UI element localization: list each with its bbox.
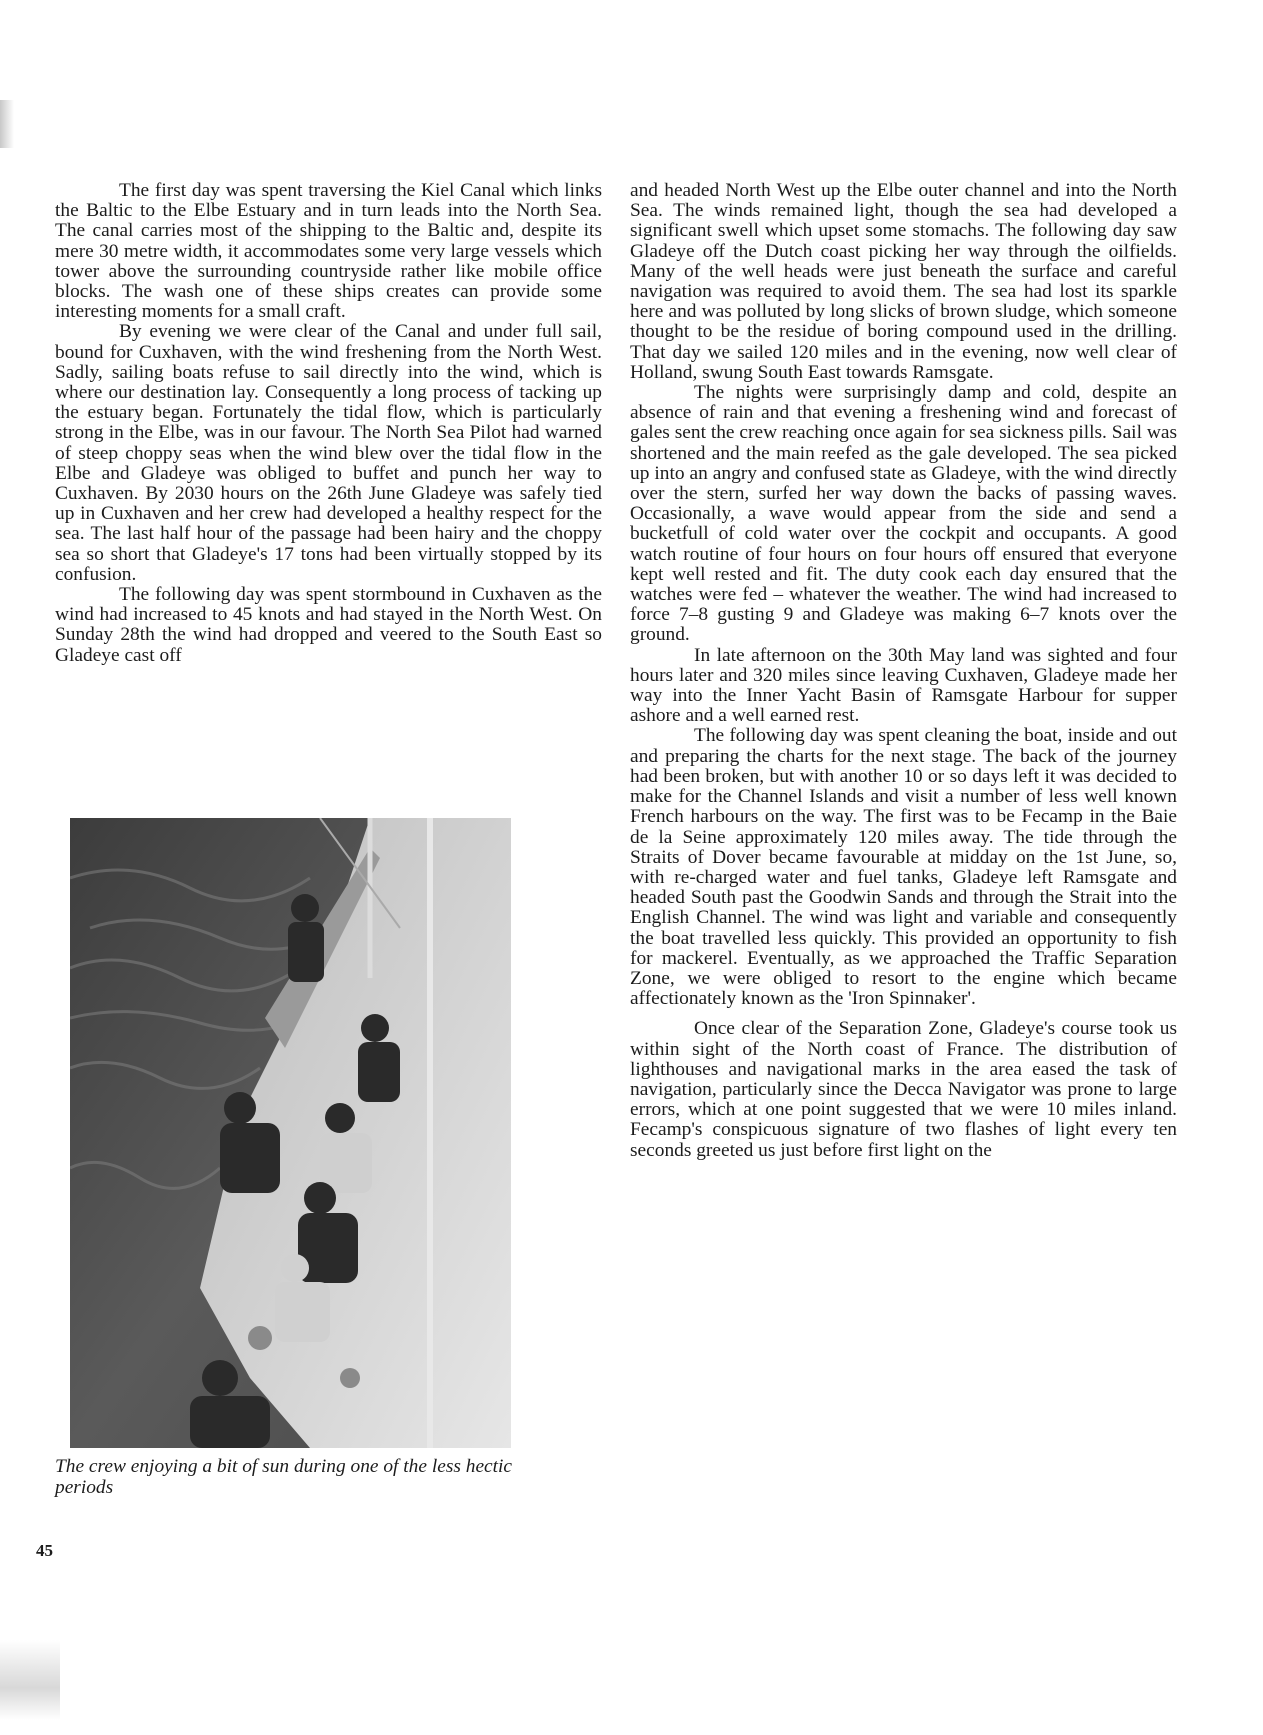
- paragraph: Once clear of the Separation Zone, Gladeye's course took us within sight of the North coast of France. The distribution of lighthouses and navigational marks in the area eased the task of navigation, particularly since the Decca Navigator was prone to large errors, which at one point suggested that we were 10 miles inland. Fecamp's conspicuous signature of two flashes of light every ten seconds greeted us just before first light on the: [630, 1018, 1177, 1161]
- paragraph: By evening we were clear of the Canal and under full sail, bound for Cuxhaven, with the wind freshening from the North West. Sadly, sailing boats refuse to sail directly into the wind, which is where our destination lay. Consequently a long process of tacking up the estuary began. Fortunately the tidal flow, which is particularly strong in the Elbe, was in our favour. The North Sea Pilot had warned of steep choppy seas when the wind blew over the tidal flow in the Elbe and Gladeye was obliged to buffet and punch her way to Cuxhaven. By 2030 hours on the 26th June Gladeye was safely tied up in Cuxhaven and her crew had developed a healthy respect for the sea. The last half hour of the passage had been hairy and the choppy sea so short that Gladeye's 17 tons had been virtually stopped by its confusion.: [55, 321, 602, 585]
- paragraph: and headed North West up the Elbe outer channel and into the North Sea. The winds remained light, though the sea had developed a significant swell which upset some stomachs. The following day saw Gladeye off the Dutch coast picking her way through the oilfields. Many of the well heads were just beneath the surface and careful navigation was required to avoid them. The sea had lost its sparkle here and was polluted by long slicks of brown sludge, which someone thought to be the residue of boring compound used in the drilling. That day we sailed 120 miles and in the evening, now well clear of Holland, swung South East towards Ramsgate.: [630, 180, 1177, 383]
- right-text-column: [630, 181, 1177, 1161]
- crew-photo: [70, 818, 511, 1448]
- paragraph: The following day was spent stormbound in Cuxhaven as the wind had increased to 45 knots and had stayed in the North West. On Sunday 28th the wind had dropped and veered to the South East so Gladeye cast off: [55, 584, 602, 666]
- paragraph: The nights were surprisingly damp and cold, despite an absence of rain and that evening a freshening wind and forecast of gales sent the crew reaching once again for sea sickness pills. Sail was shortened and the main reefed as the gale developed. The sea picked up into an angry and confused state as Gladeye, with the wind directly over the stern, surfed her way down the backs of passing waves. Occasionally, a wave would appear from the side and send a bucketfull of cold water over the cockpit and occupants. A good watch routine of four hours on four hours off ensured that everyone kept well rested and fit. The duty cook each day ensured that the watches were fed – whatever the weather. The wind had increased to force 7–8 gusting 9 and Gladeye was making 6–7 knots over the ground.: [630, 382, 1177, 646]
- scan-edge-shadow-top: [0, 100, 14, 148]
- page-number: 45: [36, 1541, 53, 1560]
- left-text-column: [55, 181, 602, 666]
- scan-edge-shadow-bottom: [0, 1640, 60, 1720]
- paragraph: In late afternoon on the 30th May land was sighted and four hours later and 320 miles since leaving Cuxhaven, Gladeye made her way into the Inner Yacht Basin of Ramsgate Harbour for supper ashore and a well earned rest.: [630, 644, 1177, 727]
- paragraph: The first day was spent traversing the Kiel Canal which links the Baltic to the Elbe Estuary and in turn leads into the North Sea. The canal carries most of the shipping to the Baltic and, despite its mere 30 metre width, it accommodates some very large vessels which tower above the surrounding countryside rather like mobile office blocks. The wash one of these ships creates can provide some interesting moments for a small craft.: [55, 180, 602, 323]
- photo-caption: The crew enjoying a bit of sun during one of the less hectic periods: [55, 1456, 513, 1498]
- paragraph: The following day was spent cleaning the boat, inside and out and preparing the charts for the next stage. The back of the journey had been broken, but with another 10 or so days left it was decided to make for the Channel Islands and visit a number of less well known French harbours on the way. The first was to be Fecamp in the Baie de la Seine approximately 120 miles away. The tide through the Straits of Dover became favourable at midday on the 1st June, so, with re-charged water and fuel tanks, Gladeye left Ramsgate and headed South past the Goodwin Sands and through the Strait into the English Channel. The wind was light and variable and consequently the boat travelled less quickly. This provided an opportunity to fish for mackerel. Eventually, as we approached the Traffic Separation Zone, we were obliged to resort to the engine which became affectionately known as the 'Iron Spinnaker'.: [630, 725, 1177, 1010]
